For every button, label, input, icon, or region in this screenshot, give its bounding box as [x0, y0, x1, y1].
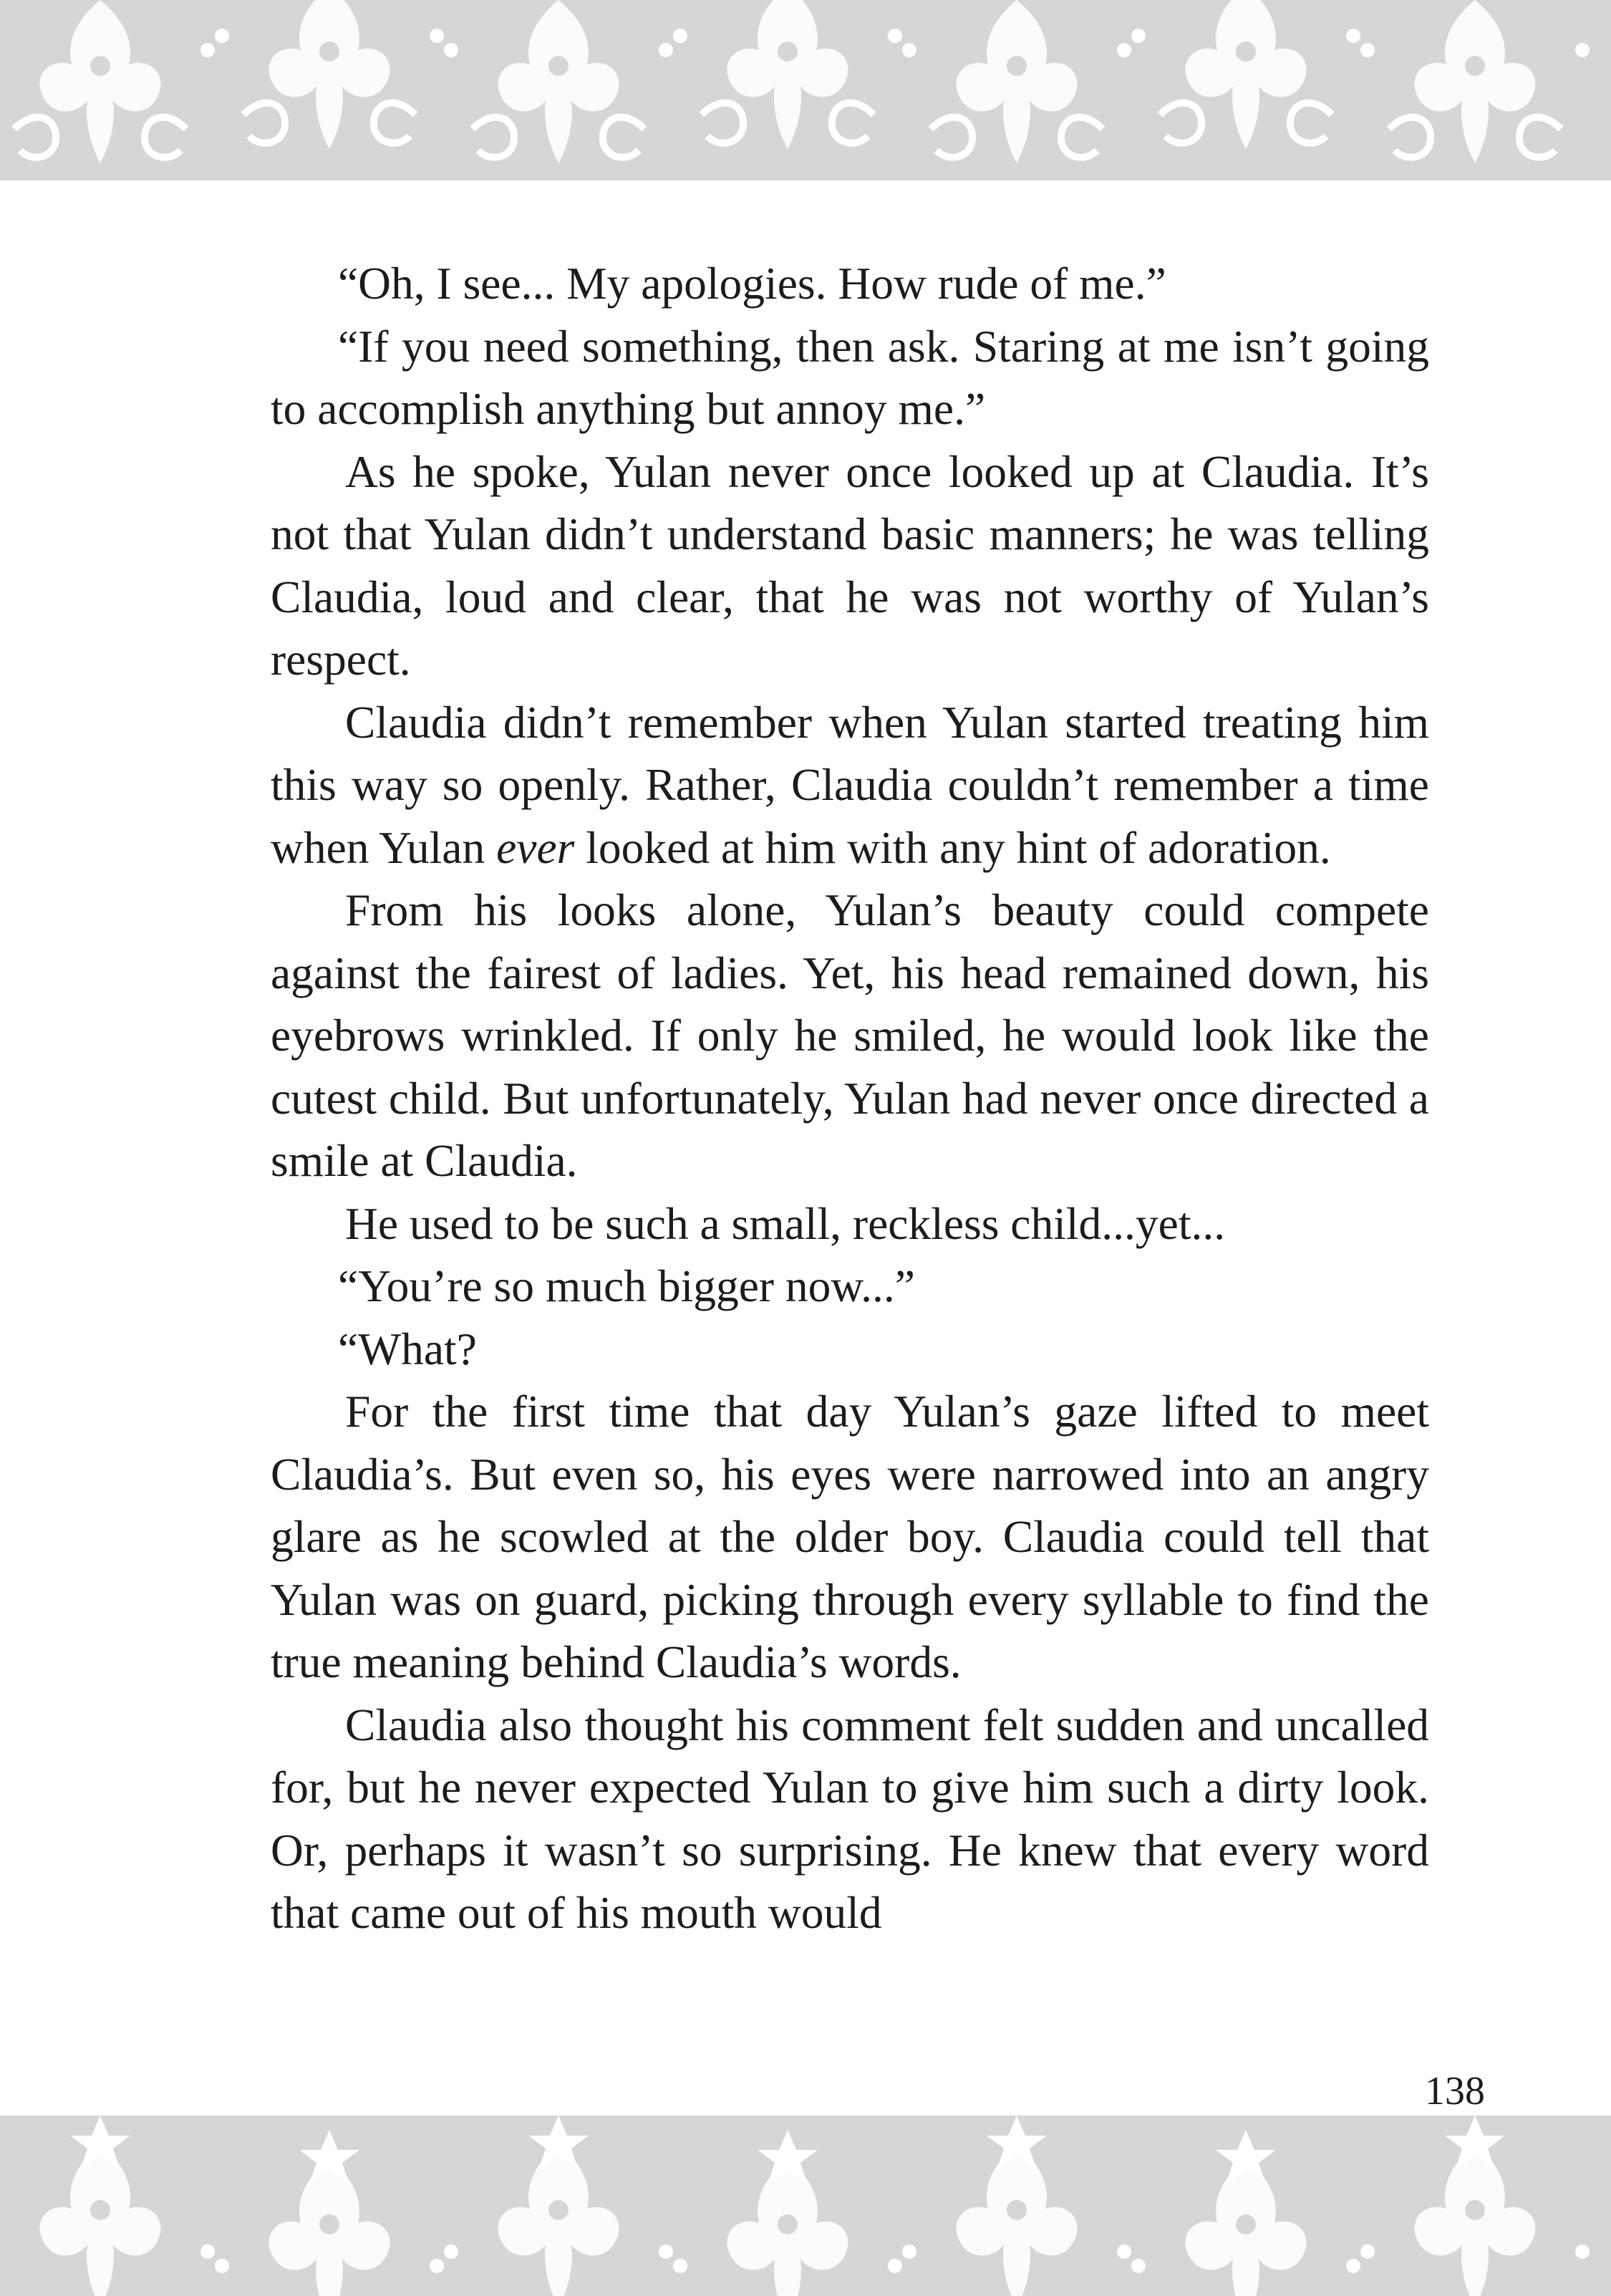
paragraph: Claudia also thought his comment felt sudden and uncalled for, but he never expected Yulan to give him such a dirty look. Or, perhaps it wasn’t so surprising. He knew that every word that came out of his mouth would — [271, 1699, 1429, 1938]
header-damask-ornament — [0, 0, 1611, 180]
paragraph — [271, 691, 1429, 879]
paragraph-text: looked at him with any hint of adoration. — [574, 821, 1331, 873]
paragraph: He used to be such a small, reckless child...yet... — [345, 1197, 1226, 1249]
body-text — [271, 252, 1429, 1944]
page-number: 138 — [1425, 2069, 1485, 2113]
emphasized-word: ever — [496, 821, 575, 873]
paragraph: “If you need something, then ask. Staring at me isn’t going to accomplish anything but annoy me.” — [271, 320, 1429, 434]
paragraph: “Oh, I see... My apologies. How rude of me.” — [338, 258, 1166, 309]
paragraph-text: Claudia didn’t remember when Yulan started treating him this way so openly. Rather, Claudia couldn’t remember a time when Yulan — [271, 696, 1429, 873]
paragraph: “What? — [338, 1323, 477, 1374]
paragraph: “You’re so much bigger now...” — [338, 1260, 915, 1311]
paragraph: For the first time that day Yulan’s gaze lifted to meet Claudia’s. But even so, his eyes were narrowed into an angry glare as he scowled at the older boy. Claudia could tell that Yulan was on guard, picking through every syllable to find the true meaning behind Claudia’s words. — [271, 1386, 1429, 1687]
paragraph: As he spoke, Yulan never once looked up at Claudia. It’s not that Yulan didn’t understand basic manners; he was telling Claudia, loud and clear, that he was not worthy of Yulan’s respect. — [271, 445, 1429, 685]
paragraph: From his looks alone, Yulan’s beauty could compete against the fairest of ladies. Yet, his head remained down, his eyebrows wrinkled. If only he smiled, he would look like the cutest child. But unfortunately, Yulan had never once directed a smile at Claudia. — [271, 884, 1429, 1186]
footer-damask-ornament — [0, 2116, 1611, 2296]
